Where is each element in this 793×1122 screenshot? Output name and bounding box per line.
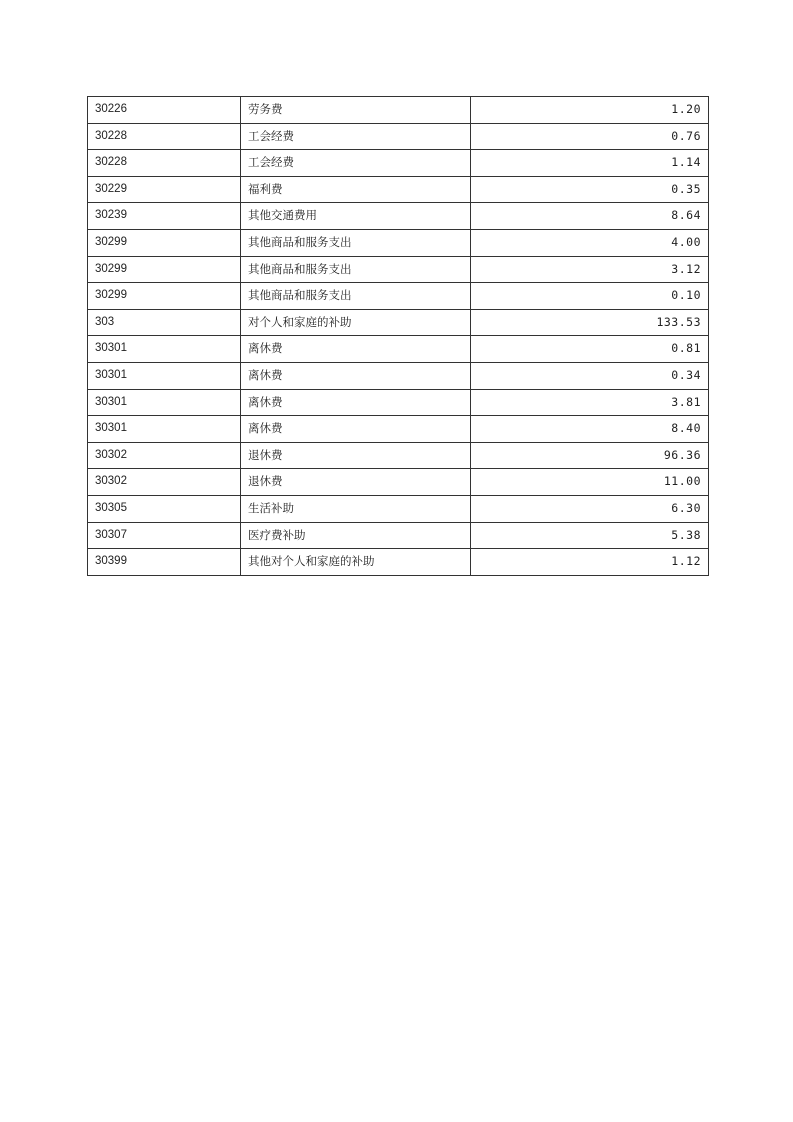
name-cell: 其他商品和服务支出 [241,256,471,283]
code-cell: 30302 [88,469,241,496]
code-cell: 30228 [88,123,241,150]
code-cell: 30229 [88,176,241,203]
code-cell: 30301 [88,336,241,363]
amount-cell: 0.35 [471,176,709,203]
amount-cell: 5.38 [471,522,709,549]
name-cell: 离休费 [241,336,471,363]
table-row [88,549,709,576]
table-row [88,309,709,336]
table-row [88,336,709,363]
amount-cell: 4.00 [471,229,709,256]
table-row [88,495,709,522]
amount-cell: 1.20 [471,97,709,124]
name-cell: 退休费 [241,442,471,469]
amount-cell: 1.14 [471,150,709,177]
amount-cell: 0.34 [471,362,709,389]
table-row [88,256,709,283]
amount-cell: 0.10 [471,283,709,310]
name-cell: 其他商品和服务支出 [241,283,471,310]
name-cell: 福利费 [241,176,471,203]
code-cell: 30301 [88,389,241,416]
table-row [88,150,709,177]
name-cell: 离休费 [241,389,471,416]
code-cell: 303 [88,309,241,336]
code-cell: 30301 [88,362,241,389]
code-cell: 30307 [88,522,241,549]
name-cell: 退休费 [241,469,471,496]
code-cell: 30228 [88,150,241,177]
amount-cell: 11.00 [471,469,709,496]
table-row [88,469,709,496]
name-cell: 离休费 [241,416,471,443]
table-row [88,389,709,416]
table-row [88,97,709,124]
name-cell: 工会经费 [241,123,471,150]
amount-cell: 8.64 [471,203,709,230]
name-cell: 医疗费补助 [241,522,471,549]
expenditure-table [87,96,709,576]
name-cell: 劳务费 [241,97,471,124]
table-row [88,176,709,203]
code-cell: 30305 [88,495,241,522]
name-cell: 离休费 [241,362,471,389]
amount-cell: 8.40 [471,416,709,443]
table-row [88,203,709,230]
amount-cell: 0.81 [471,336,709,363]
code-cell: 30302 [88,442,241,469]
name-cell: 生活补助 [241,495,471,522]
code-cell: 30226 [88,97,241,124]
code-cell: 30301 [88,416,241,443]
table-row [88,416,709,443]
name-cell: 工会经费 [241,150,471,177]
amount-cell: 6.30 [471,495,709,522]
name-cell: 对个人和家庭的补助 [241,309,471,336]
table-row [88,522,709,549]
amount-cell: 3.81 [471,389,709,416]
code-cell: 30299 [88,256,241,283]
name-cell: 其他交通费用 [241,203,471,230]
code-cell: 30299 [88,283,241,310]
table-row [88,123,709,150]
code-cell: 30299 [88,229,241,256]
amount-cell: 1.12 [471,549,709,576]
amount-cell: 3.12 [471,256,709,283]
table-row [88,442,709,469]
name-cell: 其他对个人和家庭的补助 [241,549,471,576]
amount-cell: 96.36 [471,442,709,469]
amount-cell: 0.76 [471,123,709,150]
code-cell: 30239 [88,203,241,230]
table-row [88,283,709,310]
amount-cell: 133.53 [471,309,709,336]
table-body [88,97,709,576]
name-cell: 其他商品和服务支出 [241,229,471,256]
table-row [88,229,709,256]
code-cell: 30399 [88,549,241,576]
table-row [88,362,709,389]
